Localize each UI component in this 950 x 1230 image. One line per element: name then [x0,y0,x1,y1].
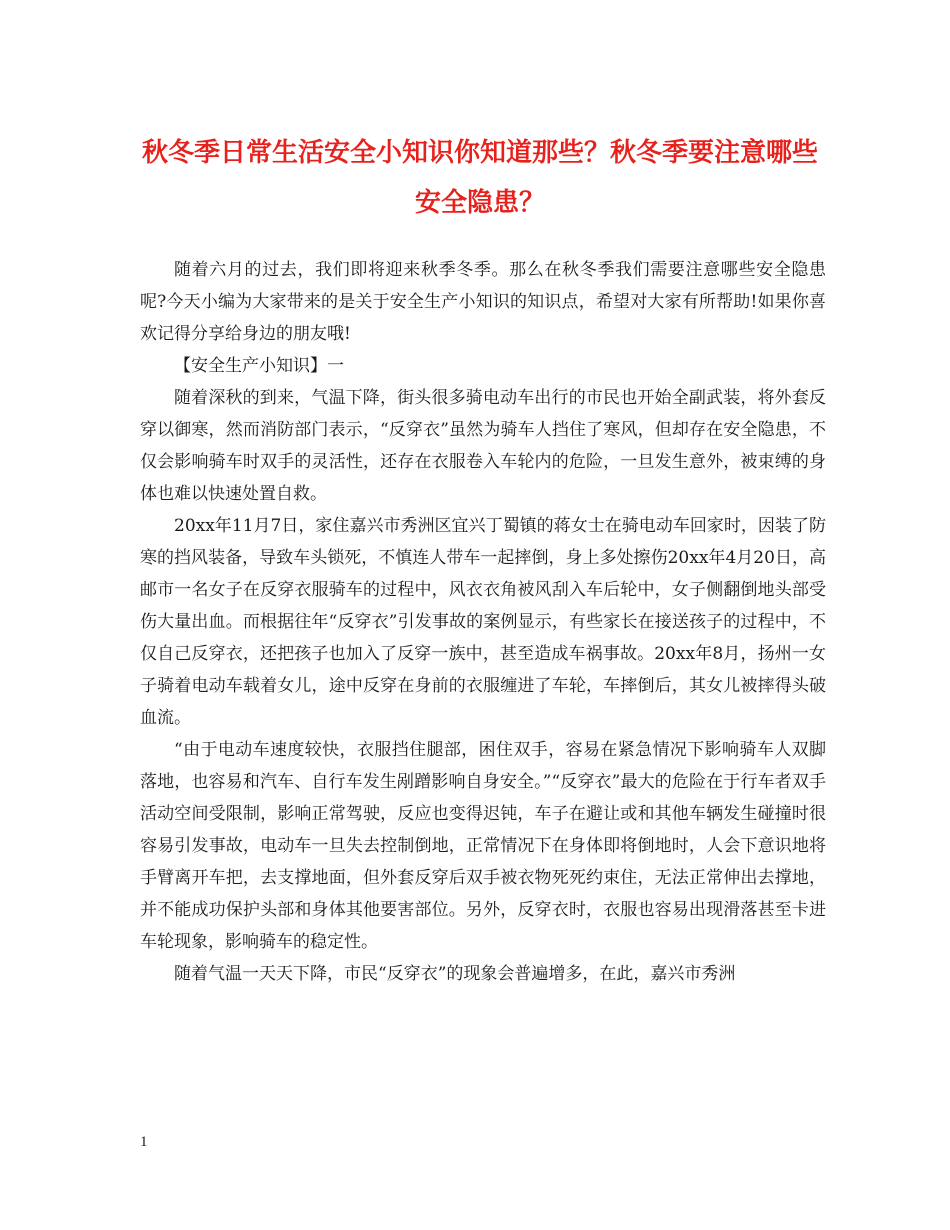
paragraph-section-heading: 【安全生产小知识】一 [174,356,344,376]
paragraph-closing: 随着气温一天天下降，市民“反穿衣”的现象会普遍增多，在此，嘉兴市秀洲 [174,964,736,984]
paragraph-intro: 随着六月的过去，我们即将迎来秋季冬季。那么在秋冬季我们需要注意哪些安全隐患呢?今天小编为大家带来的是关于安全生产小知识的知识点，希望对大家有所帮助!如果你喜欢记得分享给身边的朋友哦! [140,260,826,344]
paragraph-danger-explanation: “由于电动车速度较快，衣服挡住腿部，困住双手，容易在紧急情况下影响骑车人双脚落地，也容易和汽车、自行车发生剐蹭影响自身安全。”“反穿衣”最大的危险在于行车者双手活动空间受限制，影响正常驾驶，反应也变得迟钝，车子在避让或和其他车辆发生碰撞时很容易引发事故，电动车一旦失去控制倒地，正常情况下在身体即将倒地时，人会下意识地将手臂离开车把，去支撑地面，但外套反穿后双手被衣物死死约束住，无法正常伸出去撑地，并不能成功保护头部和身体其他要害部位。另外，反穿衣时，衣服也容易出现滑落甚至卡进车轮现象，影响骑车的稳定性。 [140,740,826,952]
paragraph-reverse-wearing-risk: 随着深秋的到来，气温下降，街头很多骑电动车出行的市民也开始全副武装，将外套反穿以御寒，然而消防部门表示，“反穿衣”虽然为骑车人挡住了寒风，但却存在安全隐患，不仅会影响骑车时双手的灵活性，还存在衣服卷入车轮内的危险，一旦发生意外，被束缚的身体也难以快速处置自救。 [140,388,826,504]
page-number: 1 [140,1134,148,1150]
document-title: 秋冬季日常生活安全小知识你知道那些？秋冬季要注意哪些安全隐患？ [141,138,818,218]
document-body [140,254,826,990]
paragraph-accident-cases: 20xx年11月7日，家住嘉兴市秀洲区宜兴丁蜀镇的蒋女士在骑电动车回家时，因装了防寒的挡风装备，导致车头锁死，不慎连人带车一起摔倒，身上多处擦伤20xx年4月20日，高邮市一名女子在反穿衣服骑车的过程中，风衣衣角被风刮入车后轮中，女子侧翻倒地头部受伤大量出血。而根据往年“反穿衣”引发事故的案例显示，有些家长在接送孩子的过程中，不仅自己反穿衣，还把孩子也加入了反穿一族中，甚至造成车祸事故。20xx年8月，扬州一女子骑着电动车载着女儿，途中反穿在身前的衣服缠进了车轮，车摔倒后，其女儿被摔得头破血流。 [140,516,826,728]
